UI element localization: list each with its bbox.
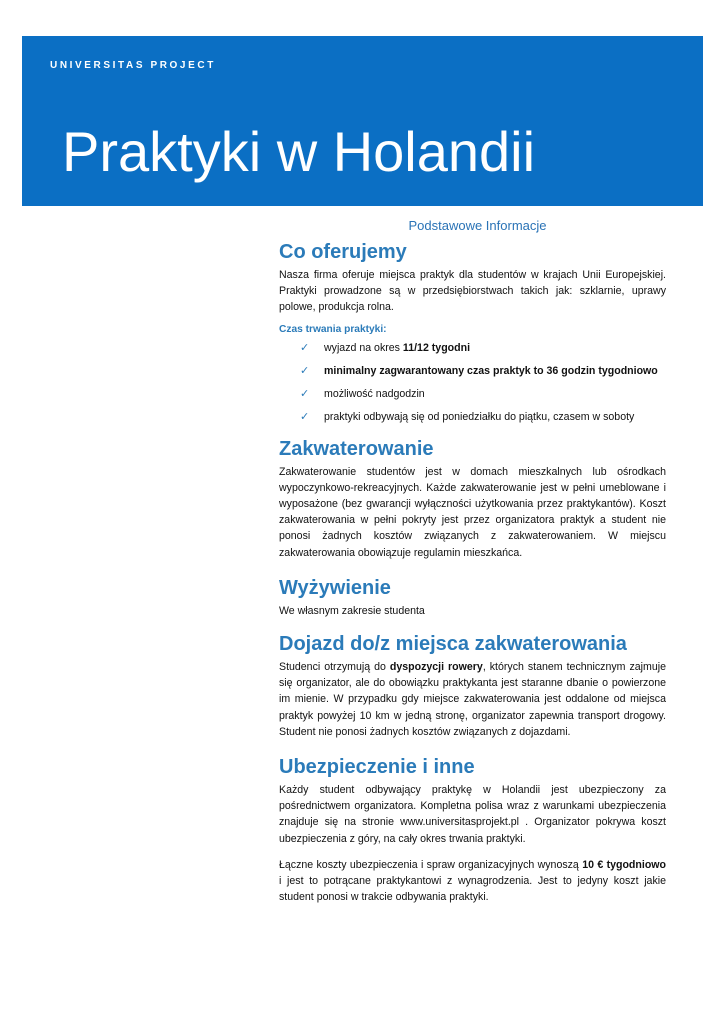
- duration-list: [279, 341, 666, 424]
- checkmark-icon: ✓: [300, 410, 310, 423]
- section-subtitle: Podstawowe Informacje: [408, 218, 547, 233]
- transport-text: [279, 659, 666, 740]
- offer-section: [279, 241, 666, 424]
- transport-text-pre: Studenci otrzymują do: [279, 661, 390, 674]
- transport-heading: Dojazd do/z miejsca zakwaterowania: [279, 633, 627, 656]
- list-item: [300, 387, 666, 401]
- item-text: wyjazd na okres: [324, 341, 403, 354]
- item-text: możliwość nadgodzin: [324, 387, 425, 400]
- list-item: [300, 364, 666, 378]
- list-item: [300, 410, 666, 424]
- offer-heading: Co oferujemy: [279, 241, 407, 263]
- food-section: [279, 577, 666, 619]
- item-bold-text: 11/12 tygodni: [402, 341, 471, 354]
- insurance-section: [279, 756, 666, 905]
- insurance-heading: Ubezpieczenie i inne: [279, 756, 475, 779]
- food-text: We własnym zakresie studenta: [279, 604, 425, 617]
- item-bold-text: minimalny zagwarantowany czas praktyk to 36 godzin tygodniowo: [324, 364, 658, 377]
- checkmark-icon: ✓: [300, 364, 310, 377]
- accommodation-heading: Zakwaterowanie: [279, 437, 434, 460]
- item-text: praktyki odbywają się od poniedziałku do piątku, czasem w soboty: [324, 410, 635, 423]
- accommodation-section: [279, 438, 666, 561]
- main-content: [279, 218, 666, 905]
- checkmark-icon: ✓: [300, 387, 310, 400]
- costs-text: [279, 857, 666, 906]
- offer-text: Nasza firma oferuje miejsca praktyk dla studentów w krajach Unii Europejskiej. Praktyki prowadzone są w przedsiębiorstwach takich jak: szklarnie, uprawy polowe, produkcja rolna.: [279, 269, 666, 314]
- duration-label: Czas trwania praktyki:: [279, 323, 387, 335]
- insurance-text: Każdy student odbywający praktykę w Holandii jest ubezpieczony za pośrednictwem organizatora. Kompletna polisa wraz z warunkami ubezpieczenia znajduje się na stronie www.universitasprojekt.pl . Organizator pokrywa koszt ubezpieczenia z góry, na cały okres trwania praktyki.: [279, 784, 666, 845]
- page-title: Praktyki w Holandii: [62, 120, 536, 183]
- accommodation-text: Zakwaterowanie studentów jest w domach mieszkalnych lub ośrodkach wypoczynkowo-rekreacyjnych. Każde zakwaterowanie jest w pełni umeblowane i wyposażone (bez gwarancji wyłączności użytkowania przez praktykantów). Koszt zakwaterowania w pełni pokryty jest przez organizatora praktyk a student nie ponosi żadnych kosztów związanych z zakwaterowaniem. W miejscu zakwaterowania obowiązuje regulamin mieszkańca.: [279, 465, 666, 559]
- costs-text-bold: 10 € tygodniowo: [582, 858, 666, 871]
- costs-text-pre: Łączne koszty ubezpieczenia i spraw organizacyjnych wynoszą: [279, 858, 583, 871]
- food-heading: Wyżywienie: [279, 576, 391, 599]
- checkmark-icon: ✓: [300, 341, 310, 354]
- transport-text-bold: dyspozycji rowery: [389, 661, 483, 674]
- transport-text-post: , których stanem technicznym zajmuje się organizator, ale do obowiązku praktykanta jest staranne dbanie o powierzone im mienie. W przypadku gdy miejsce zakwaterowania jest oddalone od miejsca praktyk powyżej 10 km w jedną stronę, organizator zapewnia transport drogowy. Student nie ponosi żadnych kosztów związanych z dojazdami.: [279, 661, 666, 738]
- list-item: [300, 341, 666, 355]
- brand-name: UNIVERSITAS PROJECT: [50, 60, 216, 71]
- transport-section: [279, 633, 666, 740]
- costs-text-post: i jest to potrącane praktykantowi z wynagrodzenia. Jest to jedyny koszt jakie student ponosi w trakcie odbywania praktyki.: [279, 875, 666, 904]
